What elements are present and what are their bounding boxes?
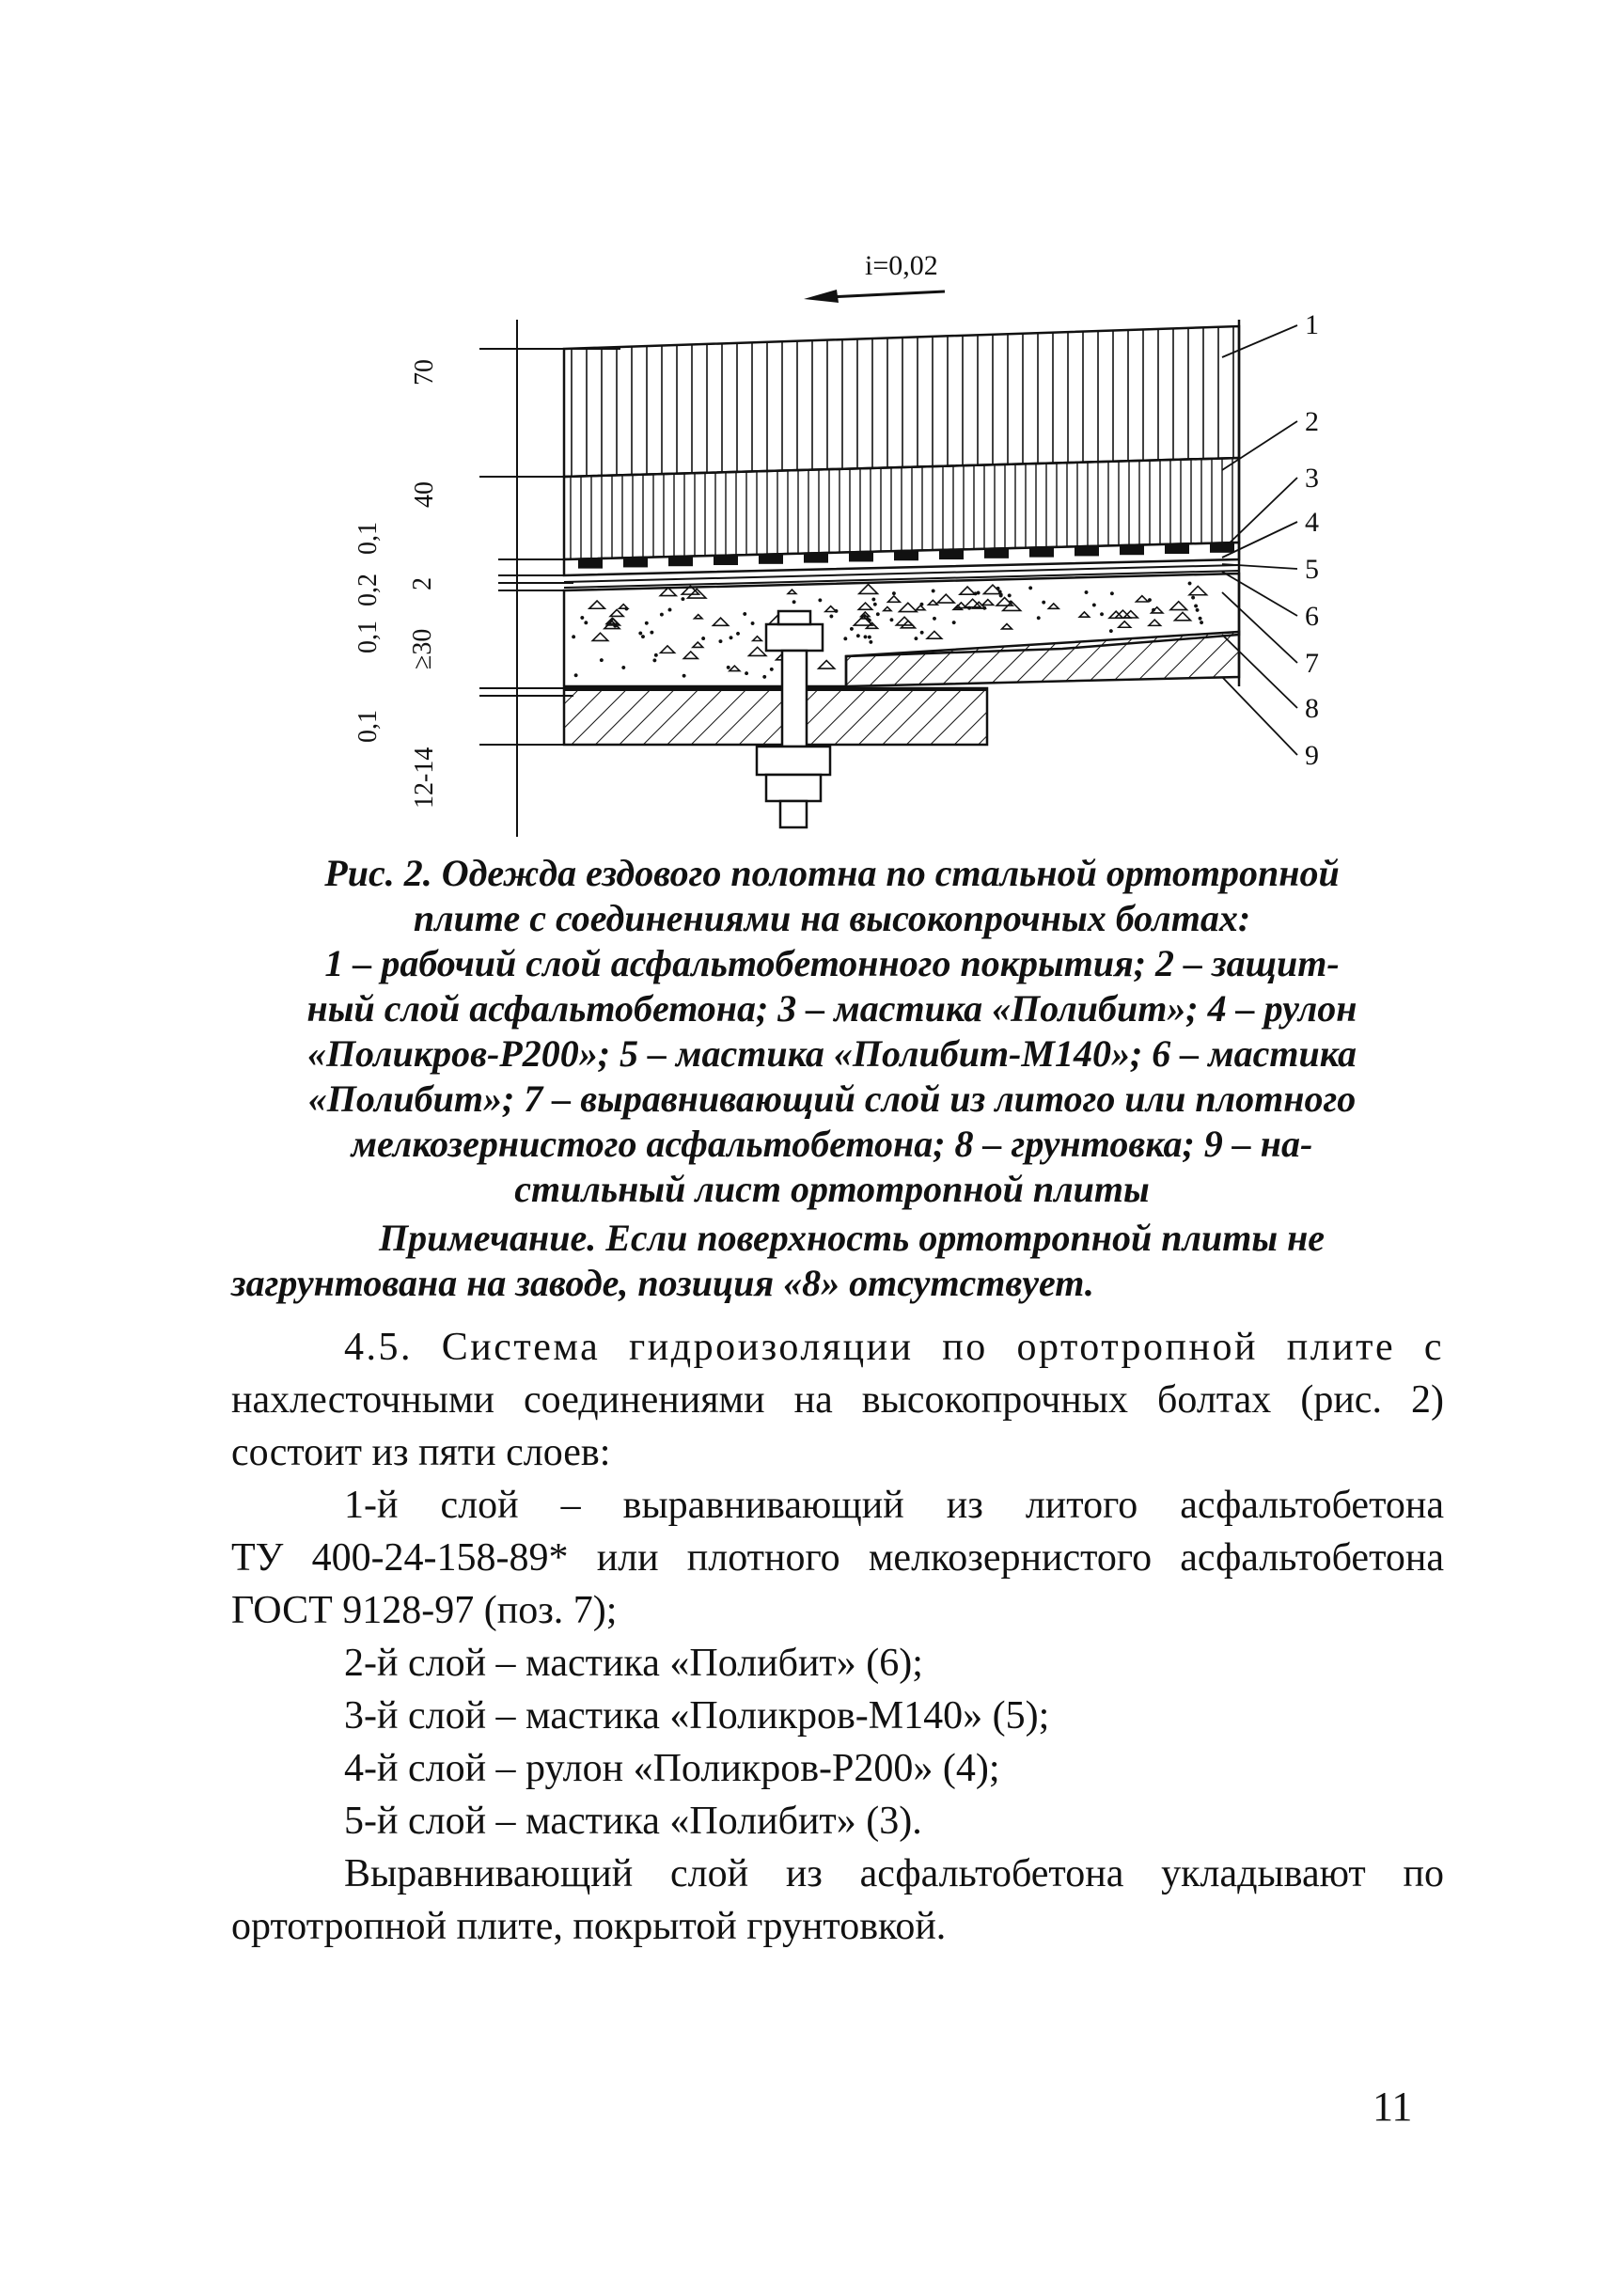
slope-label: i=0,02 [865, 250, 938, 281]
svg-text:0,1: 0,1 [353, 522, 383, 555]
membrane-dash [804, 553, 828, 563]
aggregate-speck [745, 671, 748, 675]
callout-6: 6 [1305, 601, 1319, 632]
layer-item-3: 3-й слой – мастика «Поликров-М140» (5); [344, 1694, 1050, 1738]
aggregate-speck [650, 631, 653, 635]
aggregate-speck [876, 612, 880, 616]
aggregate-speck [892, 591, 896, 595]
aggregate-speck [1109, 629, 1113, 633]
membrane-dash [849, 551, 873, 561]
layer-item-1-line: 1-й слой – выравнивающий из литого асфальтобетона [344, 1484, 1444, 1527]
membrane-dash [939, 549, 964, 559]
callout-4: 4 [1305, 507, 1319, 538]
aggregate-speck [572, 635, 575, 638]
aggregate-speck [1191, 596, 1195, 600]
membrane-dash [668, 556, 693, 566]
aggregate-speck [967, 606, 971, 610]
aggregate-speck [667, 608, 671, 612]
aggregate-speck [914, 637, 918, 640]
caption-line: стильный лист ортотропной плиты [514, 1168, 1150, 1210]
svg-text:0,1: 0,1 [353, 621, 383, 653]
layer-item-1-line: ГОСТ 9128-97 (поз. 7); [231, 1589, 618, 1632]
aggregate-speck [920, 631, 924, 635]
aggregate-speck [645, 621, 649, 625]
closing-paragraph-line: ортотропной плите, покрытой грунтовкой. [231, 1905, 947, 1948]
aggregate-speck [621, 666, 625, 669]
callout-numbers [1305, 309, 1319, 771]
membrane-dash [714, 555, 738, 565]
aggregate-speck [1037, 616, 1041, 620]
figure-note [231, 1216, 1453, 1306]
layer-item-2: 2-й слой – мастика «Полибит» (6); [344, 1642, 923, 1685]
aggregate-speck [919, 603, 923, 606]
svg-text:40: 40 [410, 481, 439, 508]
figure-caption [226, 851, 1438, 1212]
caption-line: «Полибит»; 7 – выравнивающий слой из литого или плотного [307, 1077, 1357, 1120]
caption-line: Рис. 2. Одежда ездового полотна по стальной ортотропной [324, 852, 1340, 894]
body-text [231, 1321, 1444, 1953]
aggregate-speck [681, 597, 684, 601]
aggregate-speck [843, 637, 847, 640]
aggregate-speck [751, 621, 755, 625]
membrane-dash [759, 554, 783, 564]
layer-item-5: 5-й слой – мастика «Полибит» (3). [344, 1800, 922, 1843]
slope-indicator [804, 250, 945, 303]
svg-text:2: 2 [408, 577, 437, 590]
aggregate-speck [792, 600, 796, 604]
aggregate-speck [871, 597, 875, 601]
membrane-dash [1075, 545, 1099, 556]
aggregate-speck [654, 653, 658, 657]
aggregate-speck [952, 621, 956, 624]
membrane-dash [1165, 543, 1189, 554]
aggregate-speck [873, 603, 877, 606]
svg-text:≥30: ≥30 [408, 628, 437, 669]
aggregate-speck [933, 617, 936, 621]
caption-line: «Поликров-Р200»; 5 – мастика «Полибит-М140»; 6 – мастика [306, 1032, 1357, 1075]
aggregate-speck [982, 606, 986, 610]
aggregate-speck [641, 635, 645, 638]
callout-3: 3 [1305, 463, 1319, 494]
aggregate-speck [1042, 601, 1045, 605]
aggregate-speck [863, 635, 867, 638]
paragraph-4-5-line: состоит из пяти слоев: [231, 1431, 611, 1474]
note-line: загрунтована на заводе, позиция «8» отсутствует. [231, 1262, 1094, 1304]
membrane-dash [984, 548, 1009, 558]
layer-item-1-line: ТУ 400-24-158-89* или плотного мелкозернистого асфальтобетона [231, 1536, 1444, 1580]
aggregate-speck [1100, 612, 1104, 616]
aggregate-speck [1200, 621, 1203, 624]
aggregate-speck [762, 675, 766, 679]
aggregate-speck [856, 634, 860, 637]
aggregate-speck [652, 658, 656, 662]
callout-9: 9 [1305, 740, 1319, 771]
closing-paragraph-line: Выравнивающий слой из асфальтобетона укладывают по [344, 1852, 1444, 1895]
aggregate-speck [889, 618, 893, 621]
aggregate-speck [818, 598, 822, 602]
aggregate-speck [701, 637, 705, 640]
layer-9-deck-plate [564, 688, 987, 745]
membrane-dash [578, 558, 603, 569]
layer-1-wearing-course [564, 326, 1239, 477]
note-line: Примечание. Если поверхность ортотропной плиты не [379, 1217, 1326, 1259]
aggregate-speck [1194, 604, 1198, 607]
membrane-dash [623, 557, 648, 567]
aggregate-speck [682, 674, 686, 678]
callout-7: 7 [1305, 648, 1319, 679]
aggregate-speck [829, 614, 833, 618]
paragraph-4-5-line: 4.5. Система гидроизоляции по ортотропной плите с [344, 1326, 1444, 1369]
aggregate-speck [718, 639, 722, 643]
aggregate-speck [743, 612, 746, 616]
caption-line: 1 – рабочий слой асфальтобетонного покрытия; 2 – защит- [324, 942, 1340, 984]
aggregate-speck [574, 673, 578, 677]
aggregate-speck [736, 632, 740, 636]
membrane-dash [1210, 543, 1234, 553]
aggregate-speck [1028, 586, 1032, 590]
layer-item-4: 4-й слой – рулон «Поликров-Р200» (4); [344, 1747, 1000, 1790]
aggregate-speck [638, 632, 642, 636]
caption-line: плите с соединениями на высокопрочных болтах: [413, 897, 1251, 939]
aggregate-speck [1188, 581, 1192, 585]
callout-1: 1 [1305, 309, 1319, 340]
aggregate-speck [850, 627, 854, 631]
svg-text:0,1: 0,1 [353, 710, 383, 743]
aggregate-speck [660, 613, 664, 617]
aggregate-speck [1008, 593, 1012, 597]
aggregate-speck [1009, 601, 1012, 605]
callout-5: 5 [1305, 554, 1319, 585]
svg-text:0,2: 0,2 [353, 574, 383, 606]
callout-2: 2 [1305, 406, 1319, 437]
svg-text:70: 70 [410, 359, 439, 385]
caption-line: мелкозернистого асфальтобетона; 8 – грунтовка; 9 – на- [351, 1123, 1313, 1165]
aggregate-speck [868, 636, 871, 639]
aggregate-speck [869, 640, 872, 644]
caption-line: ный слой асфальтобетона; 3 – мастика «Полибит»; 4 – рулон [306, 987, 1357, 1030]
aggregate-speck [932, 589, 935, 592]
membrane-dash [1120, 544, 1144, 555]
membrane-dash [894, 550, 918, 560]
aggregate-speck [580, 616, 584, 620]
callout-8: 8 [1305, 693, 1319, 724]
aggregate-speck [1196, 608, 1200, 612]
aggregate-speck [730, 636, 733, 639]
aggregate-speck [1110, 591, 1114, 595]
aggregate-speck [1199, 617, 1202, 621]
aggregate-speck [584, 621, 588, 624]
aggregate-speck [600, 658, 604, 662]
aggregate-speck [770, 668, 774, 671]
paragraph-4-5-line: нахлесточными соединениями на высокопрочных болтах (рис. 2) [231, 1378, 1444, 1422]
aggregate-speck [1092, 603, 1096, 606]
svg-text:12-14: 12-14 [410, 747, 439, 809]
membrane-dash [1029, 547, 1054, 558]
page-number: 11 [1373, 2084, 1413, 2130]
dimension-labels [353, 359, 439, 809]
aggregate-speck [1085, 590, 1089, 594]
aggregate-speck [727, 666, 730, 669]
pavement-section-figure [338, 235, 1410, 837]
